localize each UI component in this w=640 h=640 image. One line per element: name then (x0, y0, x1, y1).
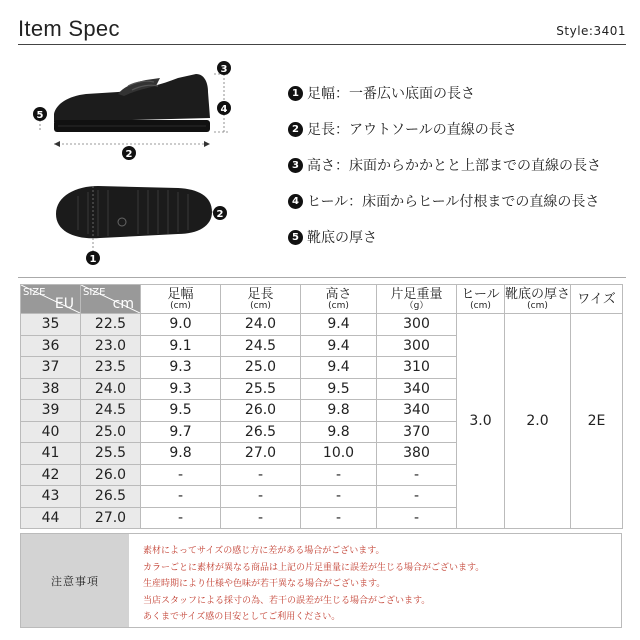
table-cell: 9.8 (301, 421, 377, 443)
size-eu-cell: 41 (21, 443, 81, 465)
table-cell: 380 (377, 443, 457, 465)
table-cell: - (301, 486, 377, 508)
svg-text:5: 5 (36, 110, 44, 121)
table-row (21, 314, 623, 336)
table-cell: 340 (377, 378, 457, 400)
table-cell: - (377, 464, 457, 486)
table-cell: 9.1 (141, 335, 221, 357)
legend-text: 靴底の厚さ (307, 230, 377, 246)
size-cm-cell: 26.5 (81, 486, 141, 508)
table-cell: 9.5 (301, 378, 377, 400)
number-4-icon: 4 (288, 194, 303, 209)
number-1-icon: 1 (288, 86, 303, 101)
table-cell: 25.0 (221, 357, 301, 379)
size-eu-cell: 39 (21, 400, 81, 422)
svg-text:2: 2 (216, 209, 224, 220)
shoe-measurement-figure (28, 56, 258, 276)
size-eu-cell: 42 (21, 464, 81, 486)
legend-text: 足長：アウトソールの直線の長さ (307, 122, 517, 138)
table-cell: 9.8 (141, 443, 221, 465)
svg-text:3: 3 (220, 64, 228, 75)
table-cell: 10.0 (301, 443, 377, 465)
table-cell: 9.8 (301, 400, 377, 422)
svg-text:4: 4 (220, 104, 228, 115)
size-cm-cell: 24.5 (81, 400, 141, 422)
legend-item (288, 75, 601, 111)
table-cell: 24.5 (221, 335, 301, 357)
notes-box (20, 533, 622, 628)
note-line: 当店スタッフによる採寸の為、若干の誤差が生じる場合がございます。 (143, 595, 431, 606)
size-eu-cell: 40 (21, 421, 81, 443)
size-eu-header: SIZE EU (21, 285, 81, 314)
table-cell: - (301, 507, 377, 529)
size-eu-cell: 38 (21, 378, 81, 400)
table-cell: 310 (377, 357, 457, 379)
size-eu-cell: 36 (21, 335, 81, 357)
table-cell: - (377, 507, 457, 529)
legend-text: ヒール：床面からヒール付根までの直線の長さ (307, 194, 600, 210)
table-cell: 26.0 (221, 400, 301, 422)
table-cell: 9.7 (141, 421, 221, 443)
header-divider (18, 44, 626, 45)
table-cell: 9.0 (141, 314, 221, 336)
table-cell: - (377, 486, 457, 508)
note-line: 素材によってサイズの感じ方に差がある場合がございます。 (143, 546, 385, 556)
legend-text: 高さ：床面からかかとと上部までの直線の長さ (307, 158, 601, 174)
col-header-weight: 片足重量 （g） (377, 285, 457, 314)
table-cell: 300 (377, 335, 457, 357)
note-line: 生産時期により仕様や色味が若干異なる場合がございます。 (143, 579, 386, 589)
width-cell: 2E (571, 314, 623, 529)
table-cell: 9.3 (141, 378, 221, 400)
col-header-heel: ヒール (cm) (457, 285, 505, 314)
size-eu-cell: 35 (21, 314, 81, 336)
table-cell: 300 (377, 314, 457, 336)
col-header-foot-length: 足長 (cm) (221, 285, 301, 314)
number-3-icon: 3 (288, 158, 303, 173)
col-header-foot-width: 足幅 (cm) (141, 285, 221, 314)
size-eu-cell: 43 (21, 486, 81, 508)
legend-item (288, 183, 601, 219)
notes-text (129, 534, 484, 627)
col-header-height: 高さ (cm) (301, 285, 377, 314)
table-cell: - (221, 486, 301, 508)
table-cell: 9.4 (301, 357, 377, 379)
size-cm-cell: 25.5 (81, 443, 141, 465)
table-cell: 27.0 (221, 443, 301, 465)
table-cell: - (141, 464, 221, 486)
svg-text:2: 2 (125, 149, 133, 160)
style-number: Style:3401 (556, 24, 626, 38)
size-cm-cell: 26.0 (81, 464, 141, 486)
legend-item (288, 111, 601, 147)
size-cm-cell: 23.5 (81, 357, 141, 379)
table-cell: 340 (377, 400, 457, 422)
shoe-sole-view (56, 186, 212, 238)
size-cm-cell: 22.5 (81, 314, 141, 336)
number-2-icon: 2 (288, 122, 303, 137)
size-cm-cell: 24.0 (81, 378, 141, 400)
legend-item (288, 219, 601, 255)
size-cm-header: SIZE cm (81, 285, 141, 314)
size-eu-cell: 37 (21, 357, 81, 379)
note-line: あくまでサイズ感の目安としてご利用ください。 (143, 612, 341, 622)
svg-text:1: 1 (89, 254, 97, 265)
table-cell: 26.5 (221, 421, 301, 443)
col-header-sole: 靴底の厚さ (cm) (505, 285, 571, 314)
legend-item (288, 147, 601, 183)
table-cell: 9.5 (141, 400, 221, 422)
section-divider (18, 277, 626, 278)
table-cell: - (221, 507, 301, 529)
col-header-width: ワイズ (571, 285, 623, 314)
shoe-side-view (54, 74, 210, 132)
notes-label: 注意事項 (21, 534, 129, 627)
heel-cell: 3.0 (457, 314, 505, 529)
table-cell: 370 (377, 421, 457, 443)
table-cell: - (141, 507, 221, 529)
page-title: Item Spec (18, 16, 120, 41)
table-cell: 9.3 (141, 357, 221, 379)
size-cm-cell: 27.0 (81, 507, 141, 529)
table-cell: 24.0 (221, 314, 301, 336)
table-cell: 9.4 (301, 335, 377, 357)
table-cell: - (301, 464, 377, 486)
size-spec-table (20, 284, 623, 529)
note-line: カラーごとに素材が異なる商品は上記の片足重量に誤差が生じる場合がございます。 (143, 562, 485, 573)
table-header-row (21, 285, 623, 314)
table-cell: 9.4 (301, 314, 377, 336)
size-cm-cell: 25.0 (81, 421, 141, 443)
size-eu-cell: 44 (21, 507, 81, 529)
table-cell: - (221, 464, 301, 486)
number-5-icon: 5 (288, 230, 303, 245)
size-cm-cell: 23.0 (81, 335, 141, 357)
sole-thickness-cell: 2.0 (505, 314, 571, 529)
table-cell: - (141, 486, 221, 508)
table-cell: 25.5 (221, 378, 301, 400)
legend-text: 足幅：一番広い底面の長さ (307, 86, 475, 102)
measurement-legend (288, 75, 601, 255)
